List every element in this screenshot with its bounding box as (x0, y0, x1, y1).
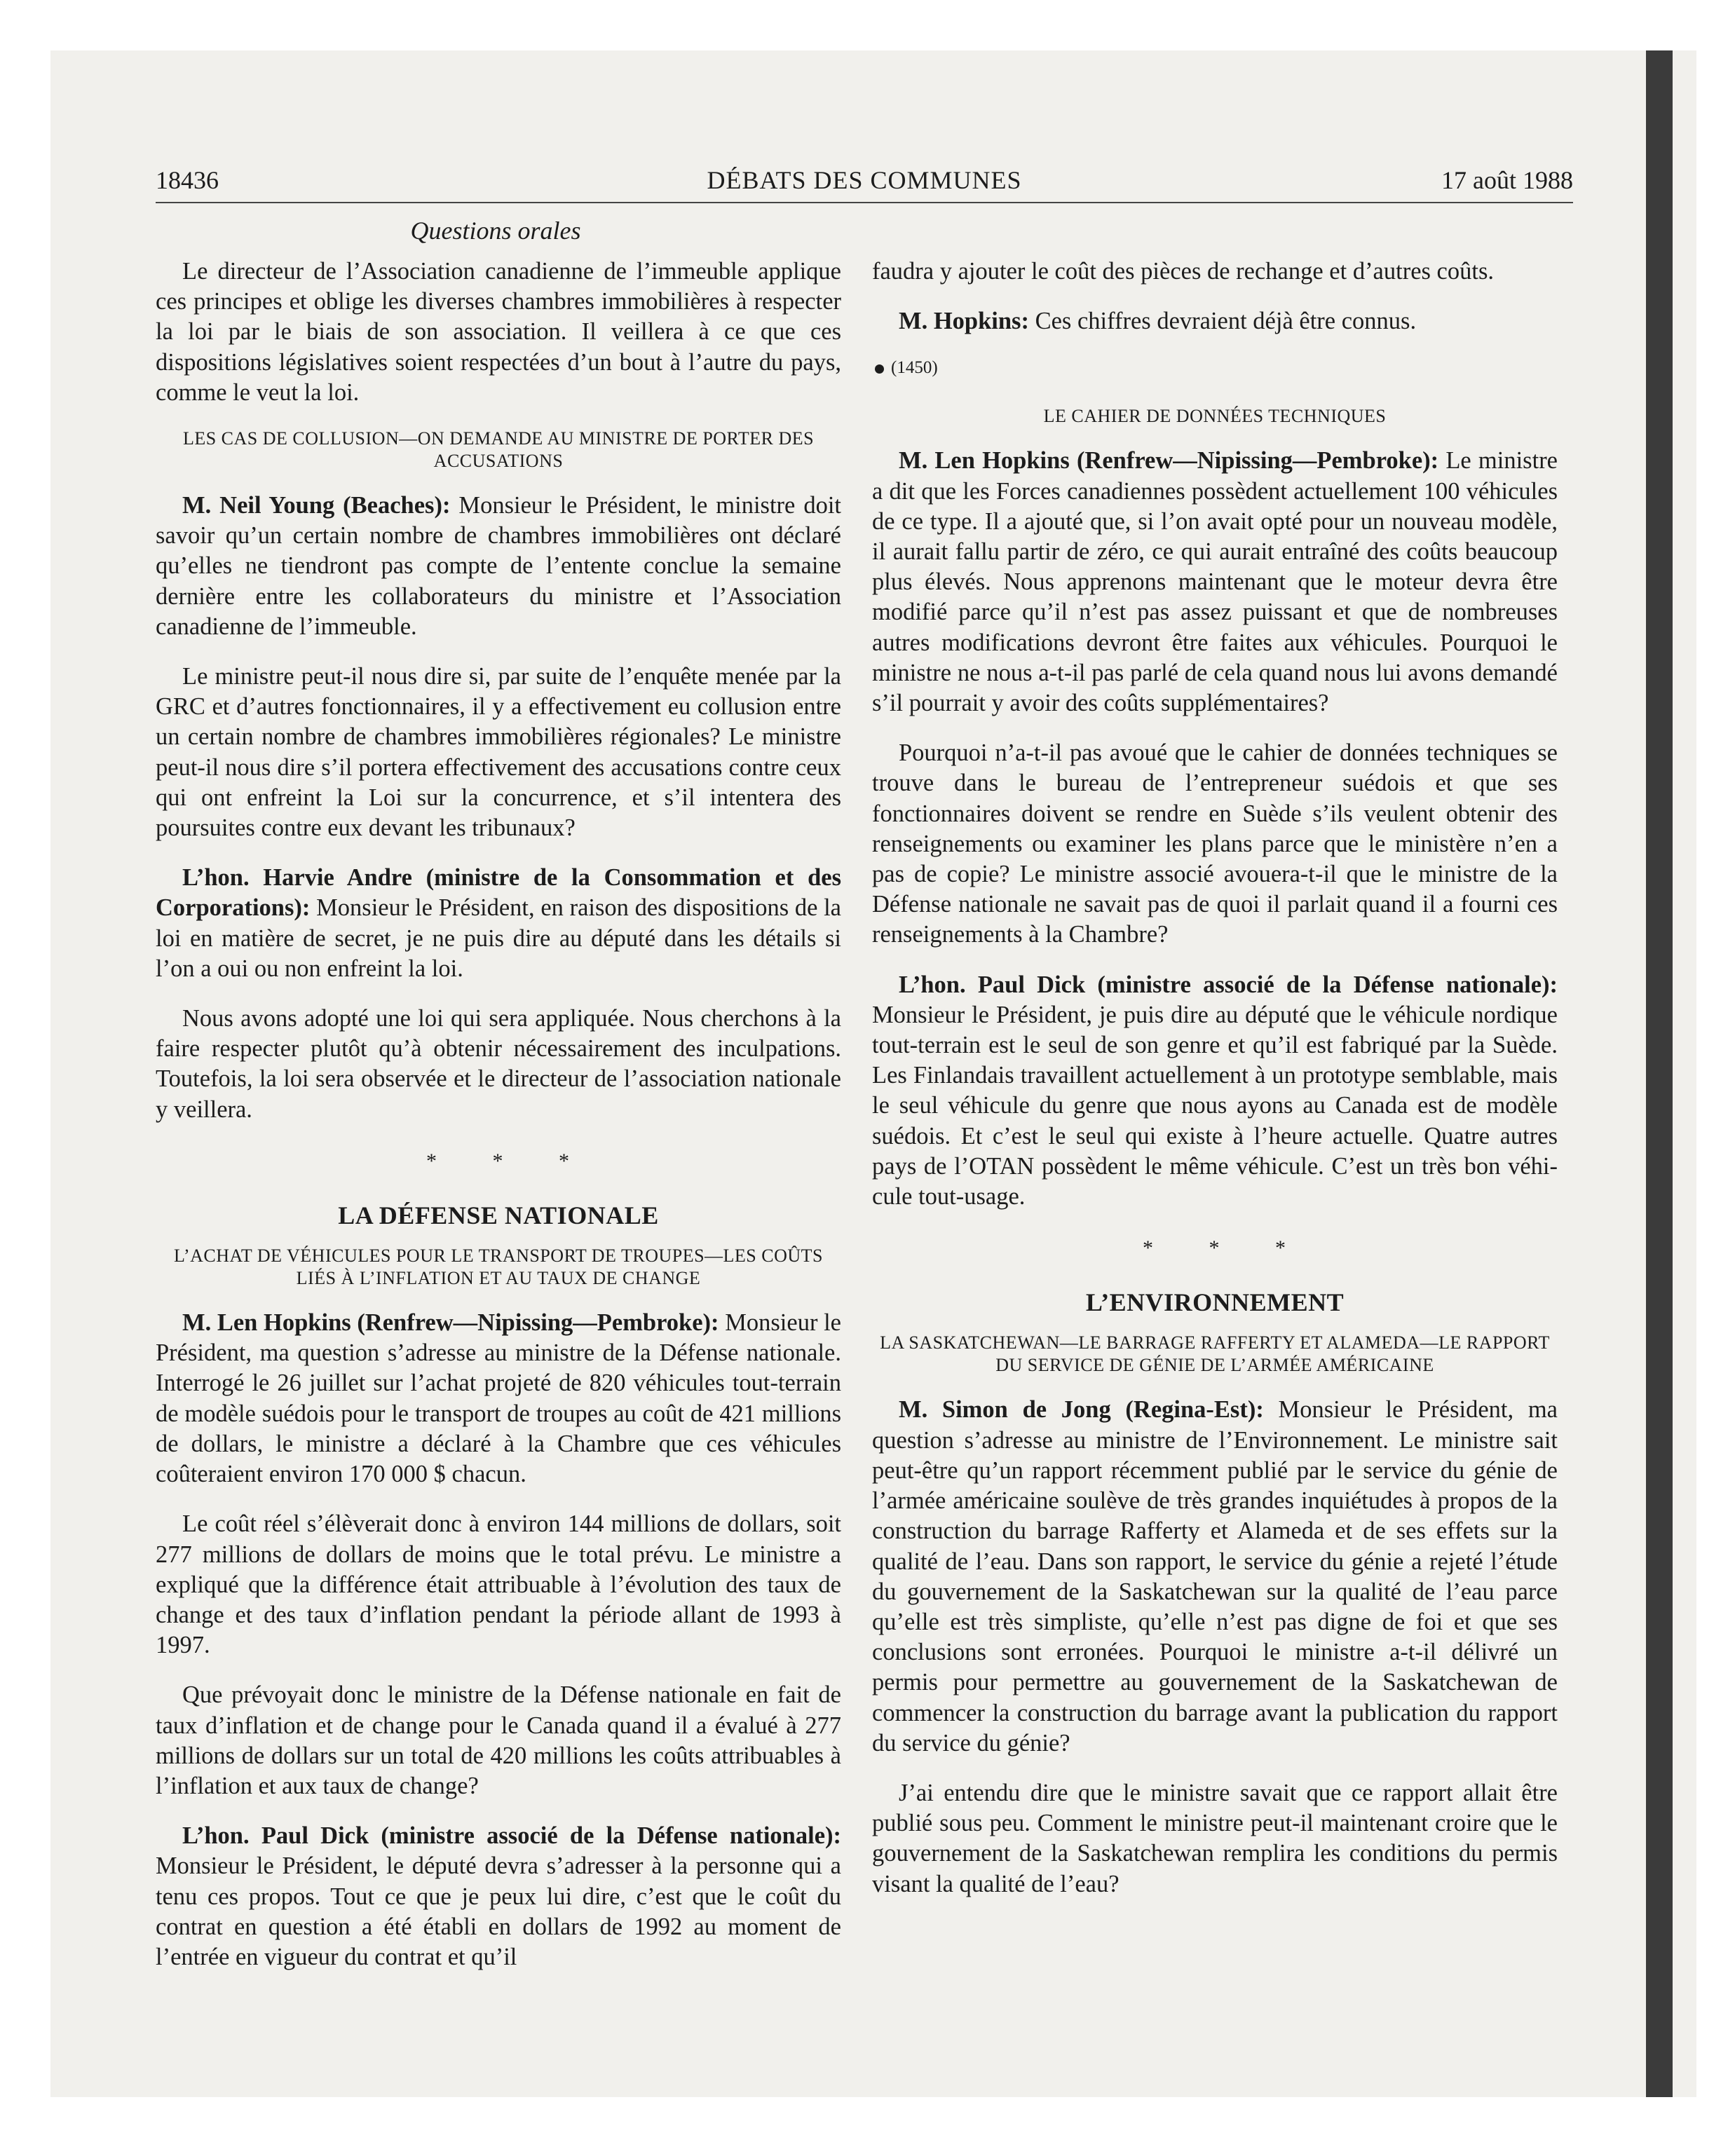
speech-young: Monsieur le Président, le ministre doit savoir qu’un certain nombre de chambres immobilières ont déclaré qu’elles ne tiendront pas compte de l’entente conclue la semaine dernière entre les collaborateurs du ministre et l’Association canadienne de l’immeuble. (156, 492, 841, 640)
scan-edge-bar (1646, 50, 1673, 2097)
left-column (156, 257, 841, 2051)
speech-dick-reply: Monsieur le Président, je puis dire au député que le véhicule nordique tout-terrain est le seul de son genre et qu’il est fabriqué par la Suède. Les Finlandais travaillent actuellement à un prototype semblable, mais le seul véhicule du genre que nous ayons au Canada est de modèle suédois. Et c’est le seul qui existe à l’heure actuelle. Quatre autres pays de l’OTAN possèdent le même véhicule. C’est un très bon véhicule tout-usage. (872, 1001, 1558, 1210)
paragraph-dick (156, 1821, 841, 1972)
speech-hopkins-cahier: Le ministre a dit que les Forces canadiennes possèdent actuellement 100 véhicules de ce type. Il a ajouté que, si l’on avait opté pour un nouveau modèle, il aurait fallu partir de zéro, ce qui aurait entraîné des coûts beaucoup plus élevés. Nous apprenons maintenant que le moteur devra être modifié parce qu’il n’est pas assez puissant et que de nombreuses autres modifications devront être faites aux véhicules. Pourquoi le ministre ne nous a-t-il pas parlé de cela quand nous lui avons demandé s’il pourrait y avoir des coûts supplémentaires? (872, 447, 1558, 717)
speaker-dick: L’hon. Paul Dick (ministre associé de la Défense nationale): (182, 1822, 841, 1850)
subheading-achat: L’ACHAT DE VÉHICULES POUR LE TRANSPORT DE TROUPES—LES COÛTS LIÉS À L’INFLATION ET AU TAUX DE CHANGE (173, 1246, 824, 1289)
speech-dick: Monsieur le Président, le député devra s’adresser à la personne qui a tenu ces propos. Tout ce que je peux lui dire, c’est que le coût du contrat en question a été établi en dollars de 1992 au moment de l’entrée en vigueur du contrat et qu’il (156, 1853, 841, 1970)
speaker-hopkins-cahier: M. Len Hopkins (Renfrew—Nipissing—Pembroke): (899, 447, 1439, 475)
paragraph-hopkins-short (872, 306, 1558, 336)
paragraph-faudra: faudra y ajouter le coût des pièces de rechange et d’autres coûts. (872, 258, 1495, 285)
speaker-hopkins: M. Len Hopkins (Renfrew—Nipissing—Pembroke): (182, 1309, 719, 1337)
heading-environnement: L’ENVIRONNEMENT (1085, 1288, 1345, 1317)
section-separator-right: * * * (1143, 1236, 1311, 1260)
paragraph-hopkins-cahier (872, 446, 1558, 718)
bullet-icon (875, 364, 884, 374)
paragraph-young (156, 491, 841, 642)
paragraph-association: Le directeur de l’Association canadienne de l’immeuble applique ces principes et oblige les diverses chambres immobilières à respecter la loi par le biais de son association. Il veillera à ce que ces dispositions législatives soient respectées d’un bout à l’autre du pays, comme le veut la loi. (156, 258, 841, 406)
speaker-dick-reply: L’hon. Paul Dick (ministre associé de la Défense nationale): (899, 971, 1558, 998)
publication-date: 17 août 1988 (1441, 166, 1573, 194)
subheading-saskatchewan: LA SASKATCHEWAN—LE BARRAGE RAFFERTY ET ALAMEDA—LE RAPPORT DU SERVICE DE GÉNIE DE L’ARMÉE AMÉRICAINE (880, 1332, 1550, 1376)
subheading-collusion: LES CAS DE COLLUSION—ON DEMANDE AU MINISTRE DE PORTER DES ACCUSATIONS (182, 428, 815, 472)
timestamp (875, 356, 1558, 380)
speech-andre: Monsieur le Président, en raison des dispositions de la loi en matière de secret, je ne puis dire au député dans les détails si l’on a oui ou non enfreint la loi. (156, 894, 841, 982)
paragraph-dick-reply (872, 970, 1558, 1213)
subheading-cahier: LE CAHIER DE DONNÉES TECHNIQUES (1043, 406, 1387, 427)
speaker-dejong: M. Simon de Jong (Regina-Est): (899, 1396, 1264, 1424)
paragraph-grc: Le ministre peut-il nous dire si, par suite de l’enquête menée par la GRC et d’autres fonctionnaires, il y a effectivement eu collusion entre un certain nombre de chambres immobilières régionales? Le ministre peut-il nous dire s’il portera effectivement des accusations contre ceux qui ont enfreint la Loi sur la concurrence, et s’il intentera des poursuites contre eux devant les tribunaux? (156, 663, 841, 842)
paragraph-prevoyait: Que prévoyait donc le ministre de la Défense nationale en fait de taux d’inflation et de change pour le Canada quand il a évalué à 277 millions de dollars sur un total de 420 millions les coûts attribuables à l’inflation et aux taux de change? (156, 1681, 841, 1799)
paragraph-hopkins (156, 1308, 841, 1489)
heading-defense: LA DÉFENSE NATIONALE (338, 1201, 659, 1230)
speech-dejong: Monsieur le Président, ma question s’adresse au ministre de l’Environnement. Le ministre sait peut-être qu’un rapport récemment publié par le service du génie de l’armée américaine soulève de très grandes inquiétudes à propos de la construction du barrage Rafferty et Alameda et de ses effets sur la qualité de l’eau. Dans son rapport, le service du génie a rejeté l’étude du gouvernement de la Saskatchewan sur la qualité de l’eau parce qu’elle est très simpliste, qu’elle n’est pas digne de foi et que ses conclusions sont erronées. Pourquoi le ministre a-t-il délivré un permis pour permettre au gouvernement de la Saskatchewan de commencer la construction du barrage avant la publication du rapport du service du génie? (872, 1396, 1558, 1756)
paragraph-dejong (872, 1395, 1558, 1758)
section-label: Questions orales (410, 217, 581, 245)
paragraph-adopte: Nous avons adopté une loi qui sera appliquée. Nous cherchons à la faire respecter plutôt qu’à obtenir nécessairement des inculpations. Toutefois, la loi sera observée et le directeur de l’association nationale y veillera. (156, 1005, 841, 1123)
paragraph-entendu: J’ai entendu dire que le ministre savait que ce rapport allait être publié sous peu. Comment le ministre peut-il maintenant croire que le gouvernement de la Saskatchewan remplira les conditions du permis visant la qualité de l’eau? (872, 1779, 1558, 1897)
section-separator: * * * (426, 1149, 594, 1173)
paragraph-cout: Le coût réel s’élèverait donc à environ 144 millions de dollars, soit 277 millions de dollars de moins que le total prévu. Le ministre a expliqué que la différence était attribuable à l’évolution des taux de change et des taux d’inflation pendant la période allant de 1993 à 1997. (156, 1510, 841, 1659)
speech-hopkins: Monsieur le Président, ma question s’adresse au ministre de la Défense nationale. Interrogé le 26 juillet sur l’achat projeté de 820 véhicules tout-terrain de modèle suédois pour le transport de troupes au coût de 421 millions de dollars, le ministre a déclaré à la Chambre que ces véhicules coûteraient environ 170 000 $ chacun. (156, 1309, 841, 1488)
speaker-andre: L’hon. Harvie Andre (ministre de la Consommation et des Corporations): (156, 864, 841, 922)
page-header (156, 164, 1573, 203)
speech-hopkins-short: Ces chiffres devraient déjà être connus. (1028, 308, 1417, 335)
speaker-hopkins-short: M. Hopkins: (899, 308, 1029, 335)
speaker-young: M. Neil Young (Beaches): (182, 492, 451, 519)
right-column (872, 257, 1558, 2051)
paragraph-pourquoi: Pourquoi n’a-t-il pas avoué que le cahier de données techniques se trouve dans le bureau de l’entrepreneur suédois et que ses fonctionnaires doivent se rendre en Suède s’ils veulent obtenir des renseignements ou examiner les plans parce que le ministère n’en a pas de copie? Le ministre associé avouera-t-il que le ministre de la Défense nationale ne savait pas de quoi il parlait quand il a fourni ces renseignements à la Chambre? (872, 739, 1558, 948)
page-number: 18436 (156, 166, 219, 194)
paragraph-andre (156, 863, 841, 984)
timestamp-text: (1450) (891, 358, 938, 378)
publication-title: DÉBATS DES COMMUNES (707, 166, 1022, 194)
